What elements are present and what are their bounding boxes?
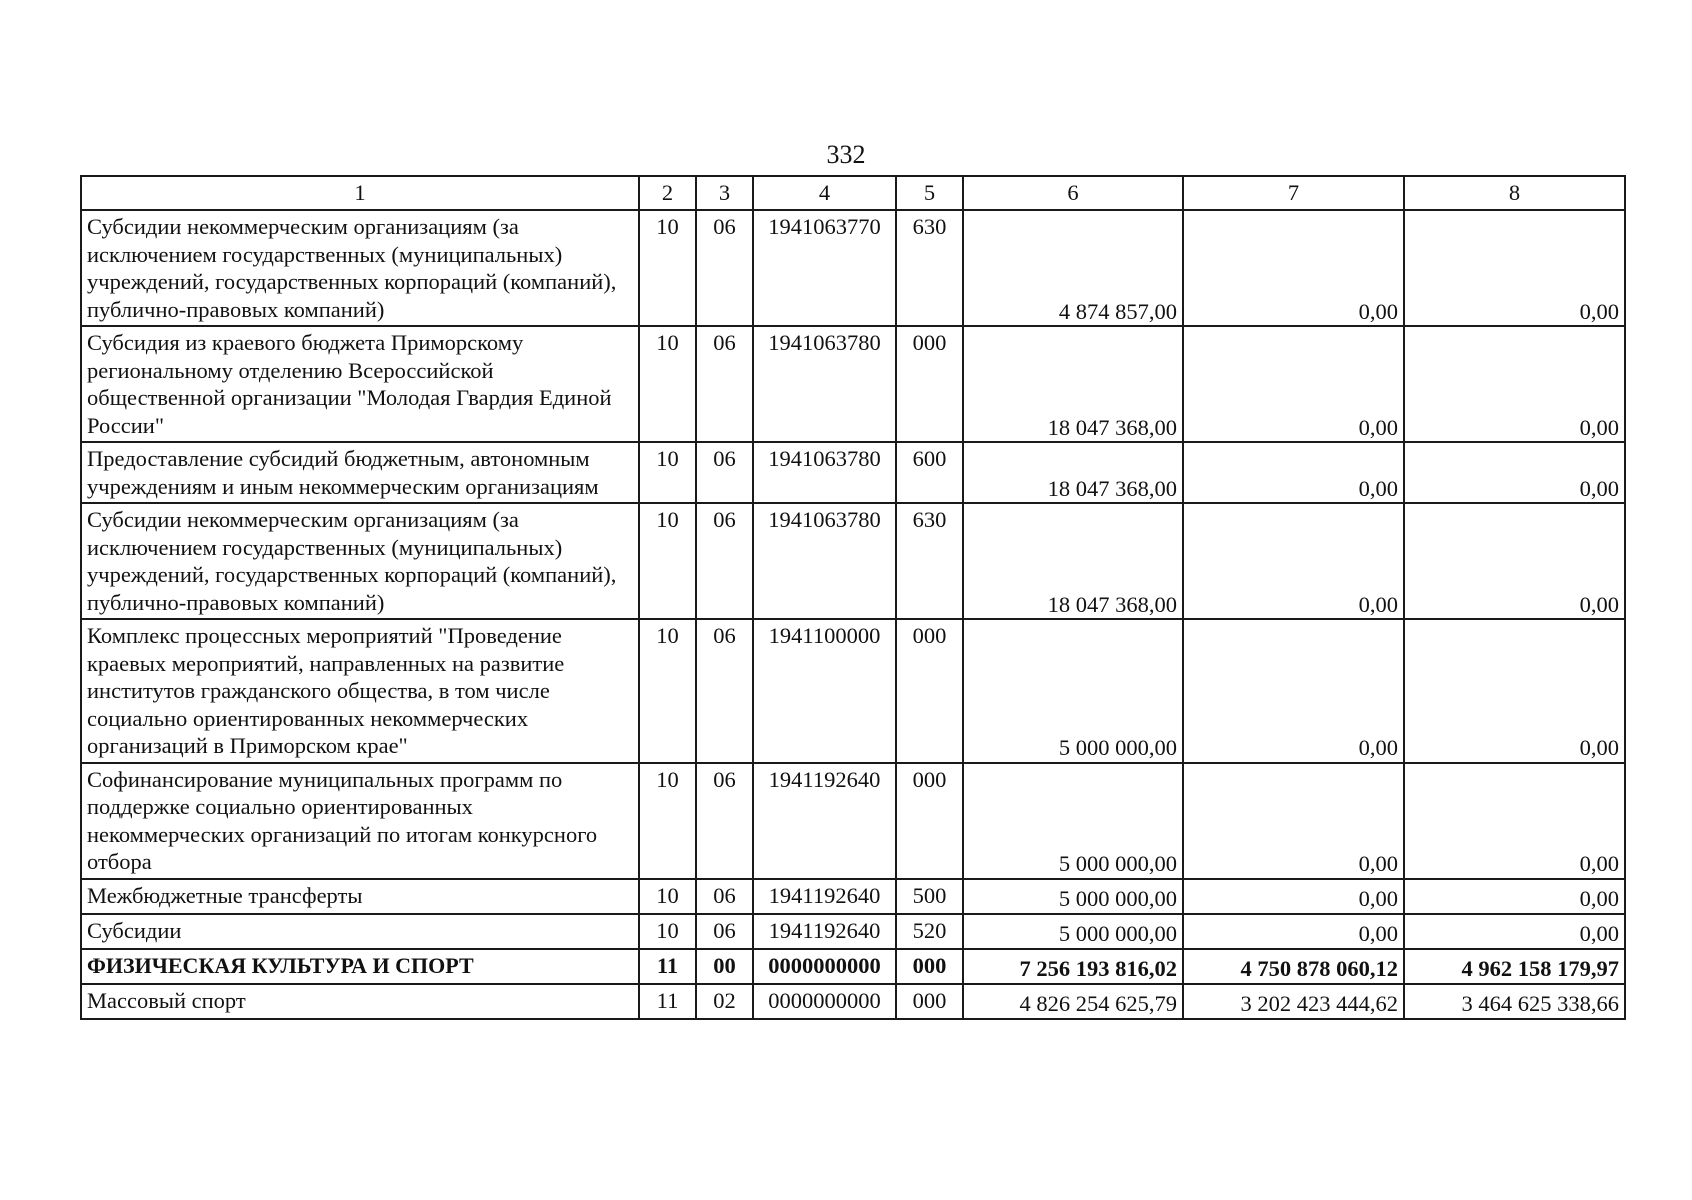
header-cell: 8 bbox=[1404, 176, 1625, 210]
amount-col-7: 0,00 bbox=[1183, 914, 1404, 949]
section-code: 11 bbox=[639, 949, 696, 984]
target-article-code: 1941192640 bbox=[753, 914, 896, 949]
subsection-code: 06 bbox=[696, 619, 753, 763]
section-code: 10 bbox=[639, 326, 696, 442]
section-code: 10 bbox=[639, 210, 696, 326]
row-name: Комплекс процессных мероприятий "Проведение краевых мероприятий, направленных на развитие институтов гражданского общества, в том числе социально ориентированных некоммерческих организаций в Приморском крае" bbox=[81, 619, 639, 763]
subsection-code: 02 bbox=[696, 984, 753, 1019]
budget-table bbox=[80, 175, 1626, 1020]
amount-col-6: 18 047 368,00 bbox=[963, 503, 1183, 619]
row-name: Массовый спорт bbox=[81, 984, 639, 1019]
amount-col-6: 18 047 368,00 bbox=[963, 326, 1183, 442]
row-name: Субсидии bbox=[81, 914, 639, 949]
row-name: Предоставление субсидий бюджетным, автономным учреждениям и иным некоммерческим организациям bbox=[81, 442, 639, 503]
expense-type-code: 000 bbox=[896, 619, 963, 763]
header-cell: 3 bbox=[696, 176, 753, 210]
header-cell: 6 bbox=[963, 176, 1183, 210]
subsection-code: 06 bbox=[696, 503, 753, 619]
amount-col-7: 0,00 bbox=[1183, 442, 1404, 503]
section-code: 10 bbox=[639, 879, 696, 914]
expense-type-code: 000 bbox=[896, 949, 963, 984]
amount-col-6: 18 047 368,00 bbox=[963, 442, 1183, 503]
amount-col-6: 5 000 000,00 bbox=[963, 619, 1183, 763]
section-code: 10 bbox=[639, 442, 696, 503]
amount-col-7: 0,00 bbox=[1183, 326, 1404, 442]
column-number-header-row bbox=[81, 176, 1625, 210]
target-article-code: 1941192640 bbox=[753, 879, 896, 914]
table-row bbox=[81, 914, 1625, 949]
target-article-code: 1941192640 bbox=[753, 763, 896, 879]
row-name: Субсидия из краевого бюджета Приморскому региональному отделению Всероссийской общественной организации "Молодая Гвардия Единой России" bbox=[81, 326, 639, 442]
subsection-code: 00 bbox=[696, 949, 753, 984]
row-name: Субсидии некоммерческим организациям (за исключением государственных (муниципальных) учреждений, государственных корпораций (компаний), публично-правовых компаний) bbox=[81, 503, 639, 619]
target-article-code: 1941100000 bbox=[753, 619, 896, 763]
section-code: 10 bbox=[639, 619, 696, 763]
target-article-code: 0000000000 bbox=[753, 949, 896, 984]
expense-type-code: 630 bbox=[896, 210, 963, 326]
amount-col-8: 0,00 bbox=[1404, 763, 1625, 879]
page-number: 332 bbox=[826, 140, 866, 169]
amount-col-8: 0,00 bbox=[1404, 442, 1625, 503]
subsection-code: 06 bbox=[696, 914, 753, 949]
subsection-code: 06 bbox=[696, 442, 753, 503]
header-cell: 1 bbox=[81, 176, 639, 210]
amount-col-7: 0,00 bbox=[1183, 879, 1404, 914]
amount-col-8: 0,00 bbox=[1404, 619, 1625, 763]
amount-col-7: 0,00 bbox=[1183, 503, 1404, 619]
target-article-code: 0000000000 bbox=[753, 984, 896, 1019]
amount-col-7: 0,00 bbox=[1183, 210, 1404, 326]
amount-col-6: 4 874 857,00 bbox=[963, 210, 1183, 326]
expense-type-code: 600 bbox=[896, 442, 963, 503]
amount-col-8: 0,00 bbox=[1404, 914, 1625, 949]
amount-col-6: 5 000 000,00 bbox=[963, 914, 1183, 949]
row-name: Межбюджетные трансферты bbox=[81, 879, 639, 914]
budget-table-container bbox=[80, 175, 1624, 1020]
amount-col-8: 0,00 bbox=[1404, 210, 1625, 326]
section-code: 10 bbox=[639, 763, 696, 879]
subsection-code: 06 bbox=[696, 763, 753, 879]
header-cell: 2 bbox=[639, 176, 696, 210]
section-code: 10 bbox=[639, 914, 696, 949]
amount-col-8: 4 962 158 179,97 bbox=[1404, 949, 1625, 984]
target-article-code: 1941063780 bbox=[753, 442, 896, 503]
section-code: 10 bbox=[639, 503, 696, 619]
amount-col-8: 0,00 bbox=[1404, 503, 1625, 619]
header-cell: 7 bbox=[1183, 176, 1404, 210]
expense-type-code: 630 bbox=[896, 503, 963, 619]
amount-col-8: 0,00 bbox=[1404, 326, 1625, 442]
amount-col-7: 0,00 bbox=[1183, 619, 1404, 763]
table-row bbox=[81, 442, 1625, 503]
amount-col-6: 7 256 193 816,02 bbox=[963, 949, 1183, 984]
header-cell: 4 bbox=[753, 176, 896, 210]
amount-col-7: 4 750 878 060,12 bbox=[1183, 949, 1404, 984]
expense-type-code: 000 bbox=[896, 763, 963, 879]
subsection-code: 06 bbox=[696, 879, 753, 914]
table-row bbox=[81, 619, 1625, 763]
amount-col-7: 0,00 bbox=[1183, 763, 1404, 879]
expense-type-code: 520 bbox=[896, 914, 963, 949]
amount-col-8: 0,00 bbox=[1404, 879, 1625, 914]
expense-type-code: 000 bbox=[896, 326, 963, 442]
header-cell: 5 bbox=[896, 176, 963, 210]
expense-type-code: 000 bbox=[896, 984, 963, 1019]
table-row bbox=[81, 984, 1625, 1019]
table-row bbox=[81, 879, 1625, 914]
expense-type-code: 500 bbox=[896, 879, 963, 914]
subsection-code: 06 bbox=[696, 326, 753, 442]
target-article-code: 1941063780 bbox=[753, 503, 896, 619]
table-row bbox=[81, 763, 1625, 879]
target-article-code: 1941063780 bbox=[753, 326, 896, 442]
table-row bbox=[81, 503, 1625, 619]
amount-col-6: 5 000 000,00 bbox=[963, 879, 1183, 914]
row-name: ФИЗИЧЕСКАЯ КУЛЬТУРА И СПОРТ bbox=[81, 949, 639, 984]
row-name: Софинансирование муниципальных программ по поддержке социально ориентированных некоммерческих организаций по итогам конкурсного отбора bbox=[81, 763, 639, 879]
amount-col-8: 3 464 625 338,66 bbox=[1404, 984, 1625, 1019]
target-article-code: 1941063770 bbox=[753, 210, 896, 326]
amount-col-7: 3 202 423 444,62 bbox=[1183, 984, 1404, 1019]
amount-col-6: 4 826 254 625,79 bbox=[963, 984, 1183, 1019]
amount-col-6: 5 000 000,00 bbox=[963, 763, 1183, 879]
table-row bbox=[81, 210, 1625, 326]
section-code: 11 bbox=[639, 984, 696, 1019]
subsection-code: 06 bbox=[696, 210, 753, 326]
table-row bbox=[81, 326, 1625, 442]
table-row-section-total bbox=[81, 949, 1625, 984]
row-name: Субсидии некоммерческим организациям (за исключением государственных (муниципальных) учреждений, государственных корпораций (компаний), публично-правовых компаний) bbox=[81, 210, 639, 326]
